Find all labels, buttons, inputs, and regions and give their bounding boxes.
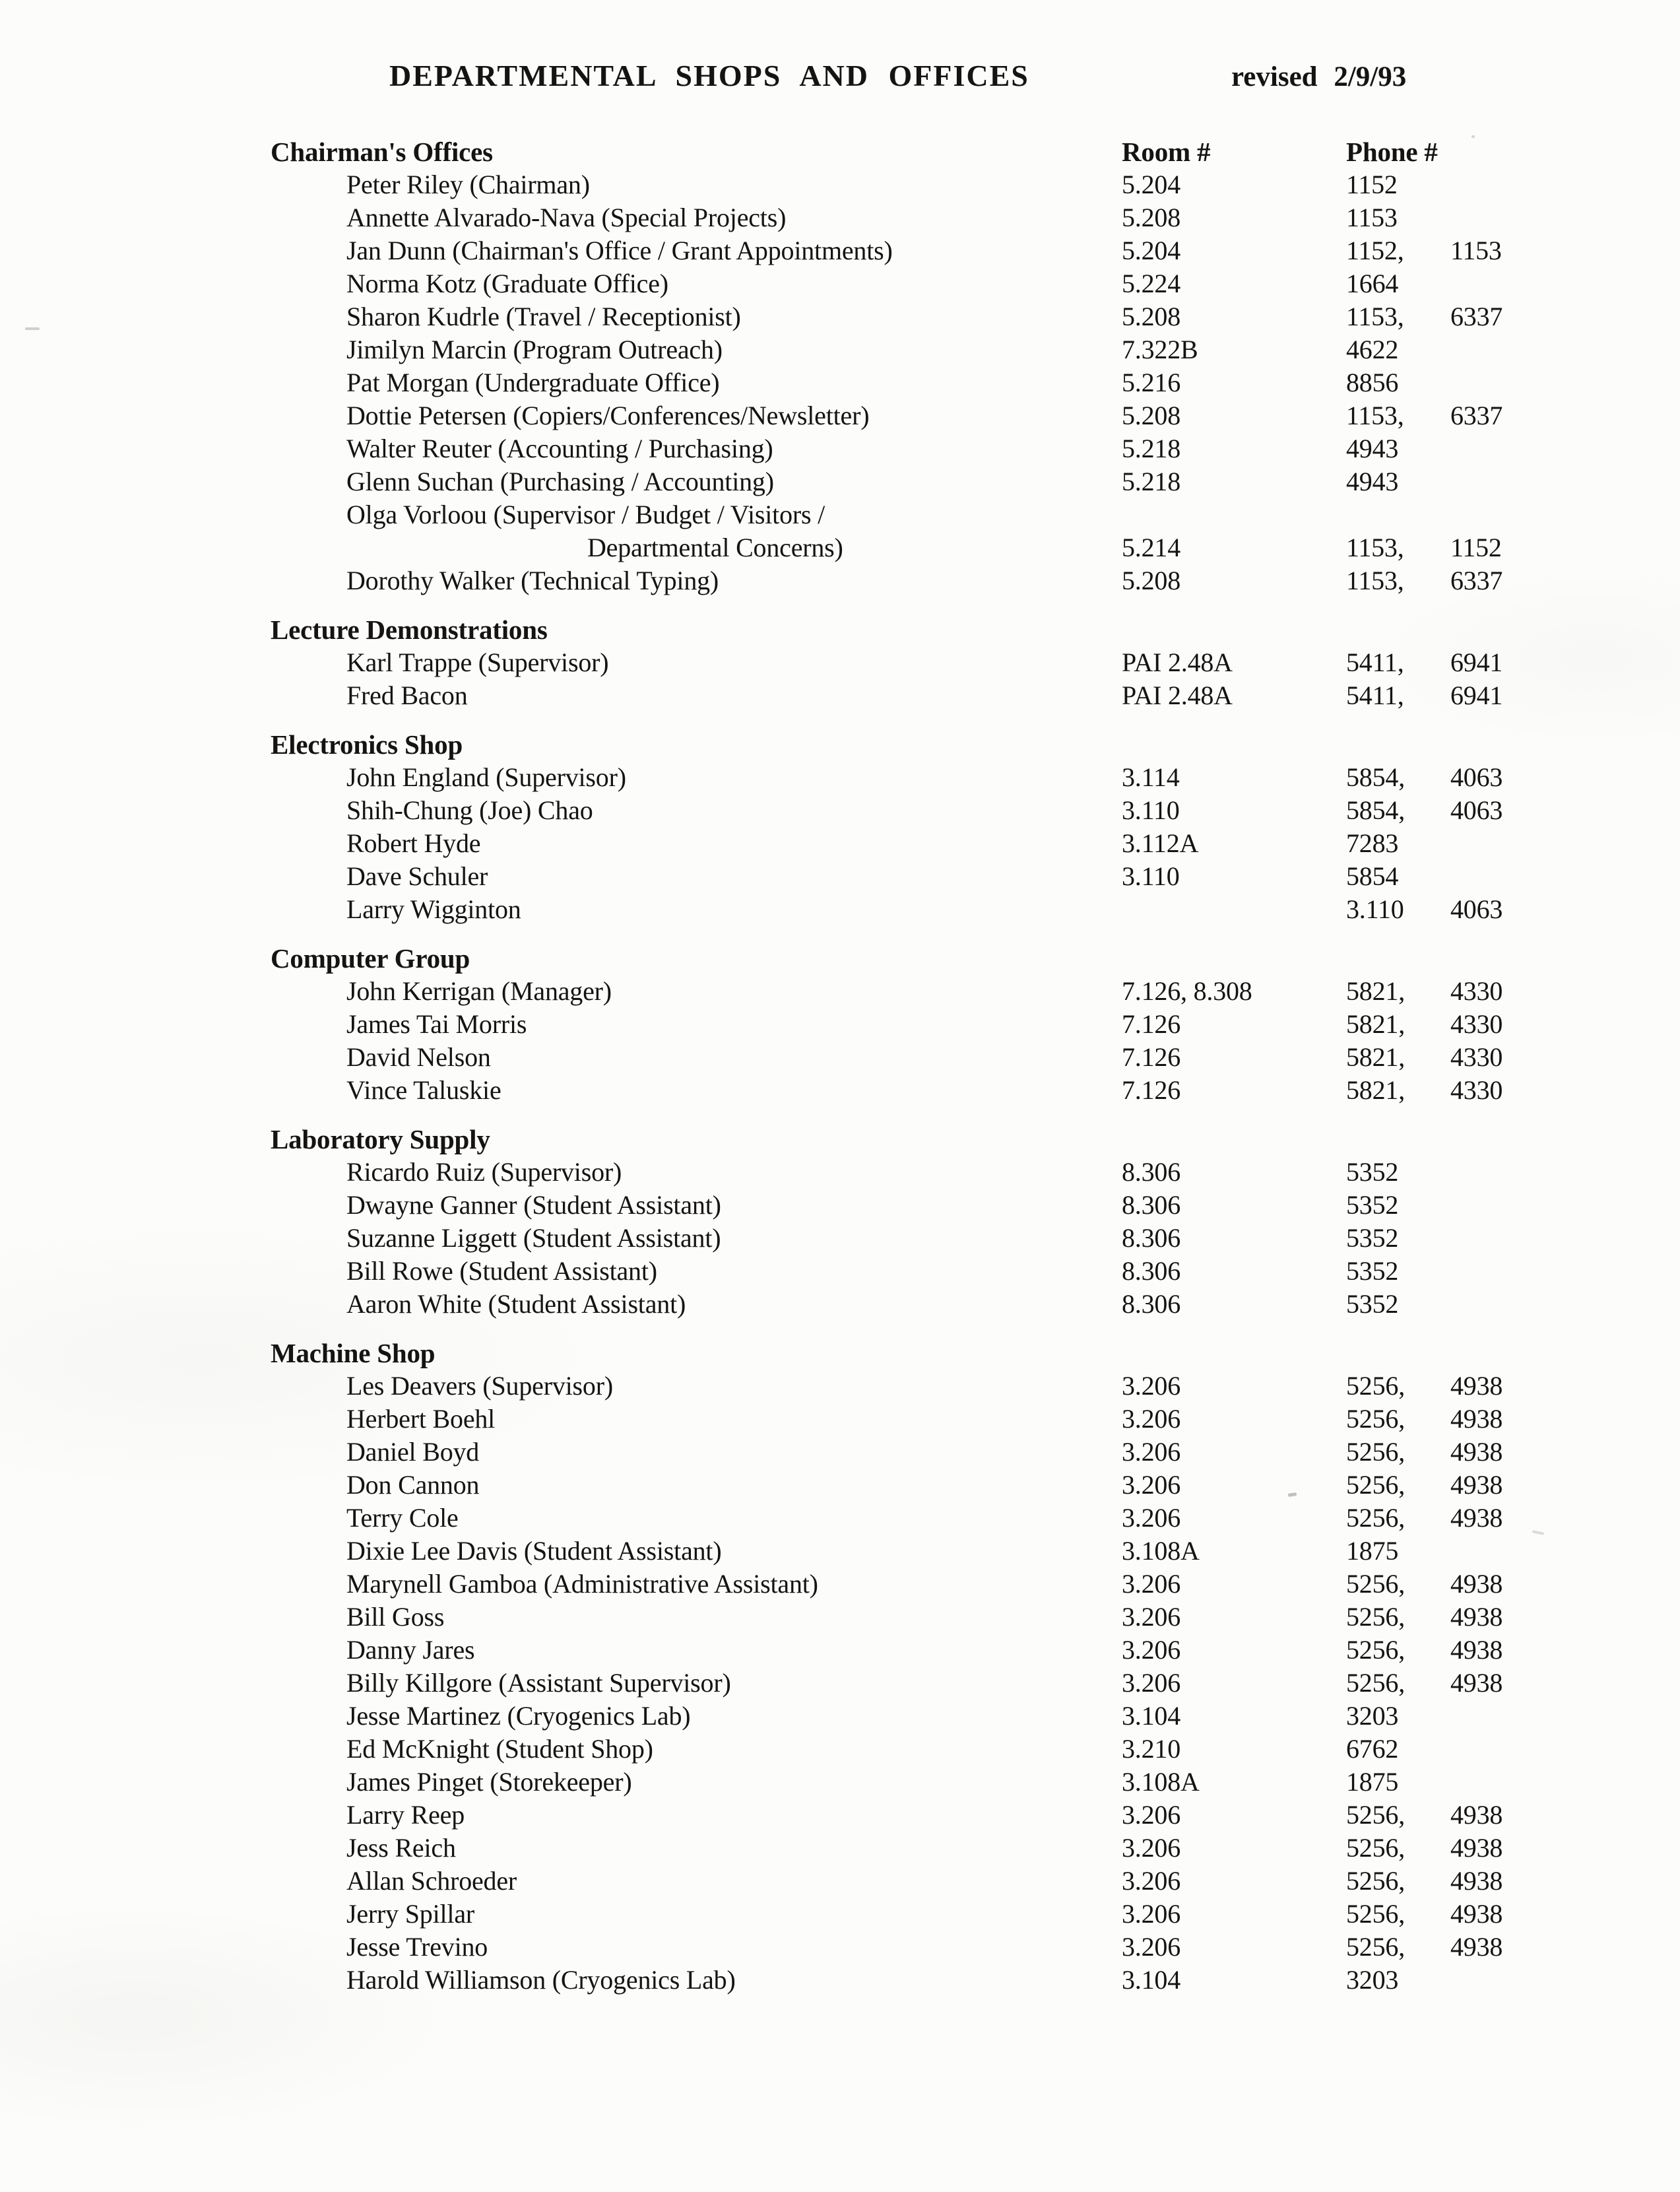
room-number: 3.206	[1122, 1635, 1181, 1665]
room-number: 7.126	[1122, 1009, 1181, 1039]
room-number: 5.208	[1122, 566, 1181, 595]
room-number: 5.208	[1122, 401, 1181, 430]
person-name: Aaron White (Student Assistant)	[346, 1289, 686, 1319]
phone-numbers	[1346, 1469, 1643, 1502]
room-number: 5.214	[1122, 533, 1181, 562]
section-header-row	[271, 1123, 1643, 1156]
phone-numbers	[1346, 1766, 1643, 1799]
phone-primary: 1153,	[1346, 401, 1404, 430]
room-number: 5.218	[1122, 467, 1181, 496]
directory-row	[271, 1865, 1643, 1898]
phone-secondary: 4938	[1450, 1833, 1503, 1863]
person-name: Jerry Spillar	[346, 1899, 475, 1929]
person-name: Don Cannon	[346, 1470, 480, 1500]
person-name: James Tai Morris	[346, 1009, 527, 1039]
room-number: PAI 2.48A	[1122, 681, 1233, 710]
person-name: Dorothy Walker (Technical Typing)	[346, 566, 719, 595]
room-number: 8.306	[1122, 1289, 1181, 1319]
phone-primary: 1153,	[1346, 566, 1404, 595]
directory-row	[271, 1041, 1643, 1074]
room-number: PAI 2.48A	[1122, 648, 1233, 677]
phone-primary: 1875	[1346, 1767, 1399, 1797]
room-number: 3.206	[1122, 1404, 1181, 1434]
phone-primary: 1664	[1346, 269, 1399, 298]
directory-row	[271, 1733, 1643, 1766]
phone-primary: 3.110	[1346, 894, 1404, 924]
directory-row	[271, 1403, 1643, 1436]
phone-numbers	[1346, 794, 1643, 827]
directory-row	[271, 1156, 1643, 1189]
phone-primary: 5821,	[1346, 1075, 1405, 1105]
directory-row	[271, 498, 1643, 564]
phone-primary: 4943	[1346, 467, 1399, 496]
phone-secondary: 4063	[1450, 894, 1503, 924]
phone-primary: 5411,	[1346, 681, 1404, 710]
person-name: Billy Killgore (Assistant Supervisor)	[346, 1668, 731, 1698]
room-column-header: Room #	[1122, 137, 1211, 167]
directory	[271, 135, 1643, 1997]
section-title: Lecture Demonstrations	[271, 614, 548, 645]
directory-row	[271, 1799, 1643, 1832]
directory-row	[271, 168, 1643, 201]
phone-primary: 3203	[1346, 1965, 1399, 1995]
phone-numbers	[1346, 1502, 1643, 1535]
person-name: Walter Reuter (Accounting / Purchasing)	[346, 434, 773, 463]
directory-section	[271, 135, 1643, 597]
directory-row	[271, 300, 1643, 333]
person-name: Harold Williamson (Cryogenics Lab)	[346, 1965, 736, 1995]
phone-primary: 1153,	[1346, 302, 1404, 331]
directory-row	[271, 1634, 1643, 1667]
person-name: Herbert Boehl	[346, 1404, 496, 1434]
person-name: Ed McKnight (Student Shop)	[346, 1734, 653, 1764]
phone-numbers	[1346, 1898, 1643, 1931]
phone-numbers	[1346, 761, 1643, 794]
phone-numbers	[1346, 1156, 1643, 1189]
phone-numbers	[1346, 679, 1643, 712]
section-title: Computer Group	[271, 943, 470, 974]
directory-section	[271, 728, 1643, 926]
directory-row	[271, 465, 1643, 498]
directory-row	[271, 1222, 1643, 1255]
phone-numbers	[1346, 234, 1643, 267]
room-number: 5.208	[1122, 302, 1181, 331]
phone-primary: 4943	[1346, 434, 1399, 463]
phone-numbers	[1346, 1667, 1643, 1700]
phone-numbers	[1346, 564, 1643, 597]
phone-numbers	[1346, 646, 1643, 679]
phone-primary: 8856	[1346, 368, 1399, 397]
room-number: 3.110	[1122, 795, 1180, 825]
person-name: Robert Hyde	[346, 828, 481, 858]
person-name: Ricardo Ruiz (Supervisor)	[346, 1157, 622, 1187]
directory-row	[271, 1008, 1643, 1041]
phone-numbers	[1346, 399, 1643, 432]
directory-row	[271, 761, 1643, 794]
phone-primary: 7283	[1346, 828, 1399, 858]
phone-secondary: 1152	[1450, 533, 1502, 562]
phone-numbers	[1346, 1403, 1643, 1436]
section-title: Laboratory Supply	[271, 1124, 490, 1154]
room-number: 7.126	[1122, 1075, 1181, 1105]
person-name: Jimilyn Marcin (Program Outreach)	[346, 335, 723, 364]
directory-section	[271, 942, 1643, 1107]
phone-numbers	[1346, 1436, 1643, 1469]
phone-secondary: 4938	[1450, 1602, 1503, 1632]
phone-secondary: 6337	[1450, 401, 1503, 430]
section-header-row	[271, 728, 1643, 761]
phone-secondary: 4330	[1450, 1042, 1503, 1072]
person-name: Bill Goss	[346, 1602, 445, 1632]
directory-row	[271, 1667, 1643, 1700]
room-number: 3.112A	[1122, 828, 1199, 858]
room-number: 3.206	[1122, 1602, 1181, 1632]
room-number: 5.216	[1122, 368, 1181, 397]
phone-primary: 5256,	[1346, 1404, 1405, 1434]
person-name: Terry Cole	[346, 1503, 459, 1533]
phone-numbers	[1346, 465, 1643, 498]
phone-numbers	[1346, 1865, 1643, 1898]
person-name: Annette Alvarado-Nava (Special Projects)	[346, 203, 787, 232]
person-name: Marynell Gamboa (Administrative Assistant)	[346, 1569, 818, 1599]
room-number: 5.208	[1122, 203, 1181, 232]
room-number: 3.206	[1122, 1437, 1181, 1467]
phone-primary: 5256,	[1346, 1602, 1405, 1632]
person-name: Jesse Trevino	[346, 1932, 488, 1962]
revision-date: revised 2/9/93	[1231, 61, 1407, 92]
directory-row	[271, 234, 1643, 267]
room-number: 3.104	[1122, 1965, 1181, 1995]
phone-numbers	[1346, 1222, 1643, 1255]
phone-numbers	[1346, 1189, 1643, 1222]
phone-numbers	[1346, 1041, 1643, 1074]
phone-secondary: 4938	[1450, 1503, 1503, 1533]
phone-primary: 5256,	[1346, 1899, 1405, 1929]
section-header-row	[271, 613, 1643, 646]
phone-secondary: 4063	[1450, 795, 1503, 825]
person-name: Fred Bacon	[346, 681, 468, 710]
room-number: 8.306	[1122, 1223, 1181, 1253]
person-name: Allan Schroeder	[346, 1866, 517, 1896]
person-name: Jan Dunn (Chairman's Office / Grant Appointments)	[346, 236, 893, 265]
person-name: Glenn Suchan (Purchasing / Accounting)	[346, 467, 774, 496]
directory-row	[271, 1898, 1643, 1931]
directory-row	[271, 794, 1643, 827]
person-name: Jess Reich	[346, 1833, 456, 1863]
phone-secondary: 4938	[1450, 1899, 1503, 1929]
directory-row	[271, 1964, 1643, 1997]
directory-row	[271, 1469, 1643, 1502]
room-number: 3.206	[1122, 1569, 1181, 1599]
phone-primary: 6762	[1346, 1734, 1399, 1764]
phone-numbers	[1346, 1288, 1643, 1321]
phone-secondary: 4938	[1450, 1470, 1503, 1500]
phone-primary: 5256,	[1346, 1866, 1405, 1896]
phone-numbers	[1346, 1832, 1643, 1865]
person-name: Dave Schuler	[346, 861, 488, 891]
phone-secondary: 4938	[1450, 1437, 1503, 1467]
phone-numbers	[1346, 827, 1643, 860]
room-number: 3.206	[1122, 1866, 1181, 1896]
phone-secondary: 4330	[1450, 976, 1503, 1006]
phone-secondary: 6941	[1450, 648, 1503, 677]
phone-primary: 5411,	[1346, 648, 1404, 677]
phone-secondary: 4330	[1450, 1075, 1503, 1105]
document-title: DEPARTMENTAL SHOPS AND OFFICES	[389, 59, 1029, 92]
phone-primary: 1875	[1346, 1536, 1399, 1566]
phone-numbers	[1346, 168, 1643, 201]
directory-row	[271, 860, 1643, 893]
person-name-continued: Departmental Concerns)	[587, 533, 843, 562]
phone-numbers	[1346, 893, 1643, 926]
directory-row	[271, 1535, 1643, 1568]
directory-row	[271, 679, 1643, 712]
phone-primary: 1152	[1346, 170, 1398, 199]
phone-numbers	[1346, 1799, 1643, 1832]
directory-row	[271, 893, 1643, 926]
room-number: 3.206	[1122, 1932, 1181, 1962]
room-number: 3.206	[1122, 1899, 1181, 1929]
person-name: Vince Taluskie	[346, 1075, 501, 1105]
directory-row	[271, 399, 1643, 432]
phone-numbers	[1346, 1931, 1643, 1964]
room-number: 3.206	[1122, 1503, 1181, 1533]
section-title: Chairman's Offices	[271, 137, 493, 167]
phone-primary: 5352	[1346, 1223, 1399, 1253]
phone-numbers	[1346, 432, 1643, 465]
phone-primary: 5256,	[1346, 1503, 1405, 1533]
room-number: 3.110	[1122, 861, 1180, 891]
phone-secondary: 4938	[1450, 1635, 1503, 1665]
directory-row	[271, 267, 1643, 300]
phone-primary: 5256,	[1346, 1833, 1405, 1863]
room-number: 7.126, 8.308	[1122, 976, 1252, 1006]
directory-section	[271, 613, 1643, 712]
phone-numbers	[1346, 531, 1643, 564]
phone-numbers	[1346, 1964, 1643, 1997]
directory-row	[271, 432, 1643, 465]
phone-primary: 5256,	[1346, 1932, 1405, 1962]
phone-primary: 1153	[1346, 203, 1398, 232]
directory-row	[271, 1370, 1643, 1403]
directory-row	[271, 1766, 1643, 1799]
phone-numbers	[1346, 975, 1643, 1008]
phone-secondary: 4330	[1450, 1009, 1503, 1039]
directory-row	[271, 975, 1643, 1008]
person-name: Suzanne Liggett (Student Assistant)	[346, 1223, 721, 1253]
room-number: 3.108A	[1122, 1536, 1200, 1566]
room-number: 3.114	[1122, 762, 1180, 792]
phone-secondary: 6337	[1450, 566, 1503, 595]
phone-secondary: 6337	[1450, 302, 1503, 331]
phone-primary: 5854,	[1346, 762, 1405, 792]
phone-secondary: 4938	[1450, 1371, 1503, 1401]
phone-secondary: 4063	[1450, 762, 1503, 792]
phone-numbers	[1346, 860, 1643, 893]
person-name: Pat Morgan (Undergraduate Office)	[346, 368, 720, 397]
person-name: John England (Supervisor)	[346, 762, 626, 792]
phone-primary: 1152,	[1346, 236, 1404, 265]
phone-primary: 5854	[1346, 861, 1399, 891]
phone-primary: 5256,	[1346, 1569, 1405, 1599]
person-name: Jesse Martinez (Cryogenics Lab)	[346, 1701, 691, 1731]
room-number: 3.108A	[1122, 1767, 1200, 1797]
phone-numbers	[1346, 1255, 1643, 1288]
person-name: Shih-Chung (Joe) Chao	[346, 795, 593, 825]
phone-numbers	[1346, 1700, 1643, 1733]
room-number: 3.206	[1122, 1800, 1181, 1830]
phone-numbers	[1346, 1074, 1643, 1107]
phone-numbers	[1346, 1733, 1643, 1766]
phone-numbers	[1346, 1634, 1643, 1667]
directory-row	[271, 1601, 1643, 1634]
directory-row	[271, 1189, 1643, 1222]
room-number: 8.306	[1122, 1190, 1181, 1220]
room-number: 5.204	[1122, 170, 1181, 199]
room-number: 8.306	[1122, 1157, 1181, 1187]
phone-secondary: 4938	[1450, 1866, 1503, 1896]
phone-numbers	[1346, 267, 1643, 300]
phone-secondary: 4938	[1450, 1800, 1503, 1830]
directory-row	[271, 1436, 1643, 1469]
directory-row	[271, 1931, 1643, 1964]
person-name: Dwayne Ganner (Student Assistant)	[346, 1190, 721, 1220]
phone-primary: 5821,	[1346, 1042, 1405, 1072]
directory-section	[271, 1123, 1643, 1321]
room-number: 3.206	[1122, 1833, 1181, 1863]
phone-numbers	[1346, 201, 1643, 234]
phone-primary: 5352	[1346, 1190, 1399, 1220]
room-number: 3.210	[1122, 1734, 1181, 1764]
scan-artifact	[25, 327, 40, 330]
phone-primary: 5256,	[1346, 1470, 1405, 1500]
section-title: Machine Shop	[271, 1338, 436, 1368]
section-title: Electronics Shop	[271, 729, 463, 760]
phone-secondary: 4938	[1450, 1404, 1503, 1434]
phone-primary: 5352	[1346, 1289, 1399, 1319]
person-name: John Kerrigan (Manager)	[346, 976, 612, 1006]
section-header-row	[271, 1337, 1643, 1370]
person-name: Bill Rowe (Student Assistant)	[346, 1256, 657, 1286]
directory-row	[271, 1074, 1643, 1107]
person-name: Larry Wigginton	[346, 894, 521, 924]
phone-secondary: 1153	[1450, 236, 1502, 265]
phone-primary: 5821,	[1346, 1009, 1405, 1039]
person-name: Peter Riley (Chairman)	[346, 170, 590, 199]
directory-row	[271, 366, 1643, 399]
phone-numbers	[1346, 333, 1643, 366]
phone-primary: 5352	[1346, 1157, 1399, 1187]
person-name: Sharon Kudrle (Travel / Receptionist)	[346, 302, 741, 331]
phone-primary: 5854,	[1346, 795, 1405, 825]
phone-numbers	[1346, 1601, 1643, 1634]
room-number: 5.224	[1122, 269, 1181, 298]
phone-primary: 5256,	[1346, 1800, 1405, 1830]
phone-column-header: Phone #	[1346, 137, 1438, 167]
directory-row	[271, 1502, 1643, 1535]
phone-numbers	[1346, 1008, 1643, 1041]
person-name: Danny Jares	[346, 1635, 475, 1665]
room-number: 8.306	[1122, 1256, 1181, 1286]
phone-secondary: 4938	[1450, 1569, 1503, 1599]
phone-numbers	[1346, 1370, 1643, 1403]
directory-row	[271, 201, 1643, 234]
directory-section	[271, 1337, 1643, 1997]
room-number: 5.204	[1122, 236, 1181, 265]
room-number: 3.206	[1122, 1371, 1181, 1401]
directory-row	[271, 646, 1643, 679]
phone-numbers	[1346, 1568, 1643, 1601]
person-name: Les Deavers (Supervisor)	[346, 1371, 613, 1401]
section-header-row	[271, 135, 1643, 168]
person-name: Dottie Petersen (Copiers/Conferences/Newsletter)	[346, 401, 870, 430]
person-name: Daniel Boyd	[346, 1437, 480, 1467]
room-number: 7.322B	[1122, 335, 1198, 364]
phone-numbers	[1346, 366, 1643, 399]
phone-primary: 1153,	[1346, 533, 1404, 562]
section-header-row	[271, 942, 1643, 975]
phone-primary: 3203	[1346, 1701, 1399, 1731]
phone-primary: 5352	[1346, 1256, 1399, 1286]
room-number: 7.126	[1122, 1042, 1181, 1072]
directory-row	[271, 1255, 1643, 1288]
directory-row	[271, 1832, 1643, 1865]
room-number: 3.206	[1122, 1470, 1181, 1500]
person-name: James Pinget (Storekeeper)	[346, 1767, 632, 1797]
person-name: Dixie Lee Davis (Student Assistant)	[346, 1536, 722, 1566]
directory-row	[271, 1568, 1643, 1601]
room-number: 3.104	[1122, 1701, 1181, 1731]
directory-row	[271, 1700, 1643, 1733]
scan-artifact	[1471, 135, 1475, 138]
phone-primary: 5256,	[1346, 1635, 1405, 1665]
phone-numbers	[1346, 300, 1643, 333]
phone-primary: 5256,	[1346, 1437, 1405, 1467]
phone-primary: 5821,	[1346, 976, 1405, 1006]
phone-secondary: 4938	[1450, 1932, 1503, 1962]
phone-numbers	[1346, 1535, 1643, 1568]
phone-primary: 5256,	[1346, 1668, 1405, 1698]
room-number: 3.206	[1122, 1668, 1181, 1698]
person-name: Norma Kotz (Graduate Office)	[346, 269, 668, 298]
phone-primary: 4622	[1346, 335, 1399, 364]
person-name: Karl Trappe (Supervisor)	[346, 648, 609, 677]
phone-secondary: 6941	[1450, 681, 1503, 710]
person-name: Larry Reep	[346, 1800, 465, 1830]
phone-primary: 5256,	[1346, 1371, 1405, 1401]
directory-row	[271, 1288, 1643, 1321]
phone-secondary: 4938	[1450, 1668, 1503, 1698]
person-name: David Nelson	[346, 1042, 491, 1072]
person-name: Olga Vorloou (Supervisor / Budget / Visitors / Departmental Concerns)	[346, 500, 843, 562]
directory-row	[271, 827, 1643, 860]
directory-row	[271, 333, 1643, 366]
room-number: 5.218	[1122, 434, 1181, 463]
directory-row	[271, 564, 1643, 597]
